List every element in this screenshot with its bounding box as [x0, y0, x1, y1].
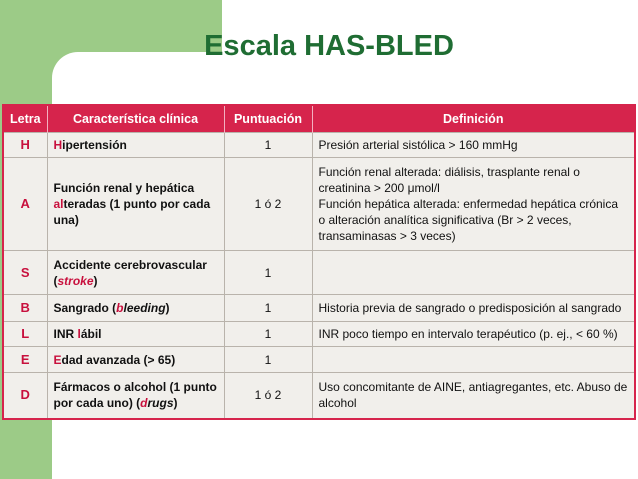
- row-definition: Presión arterial sistólica > 160 mmHg: [312, 133, 635, 158]
- row-letter: B: [3, 295, 47, 322]
- row-definition: Historia previa de sangrado o predisposición al sangrado: [312, 295, 635, 322]
- row-characteristic: Sangrado (bleeding): [47, 295, 224, 322]
- row-points: 1: [224, 133, 312, 158]
- row-characteristic: Fármacos o alcohol (1 punto por cada uno) (drugs): [47, 373, 224, 419]
- row-letter: E: [3, 347, 47, 373]
- table-row: [3, 347, 635, 373]
- row-characteristic: INR lábil: [47, 322, 224, 347]
- header-definicion: Definición: [312, 105, 635, 133]
- header-puntuacion: Puntuación: [224, 105, 312, 133]
- row-definition: INR poco tiempo en intervalo terapéutico (p. ej., < 60 %): [312, 322, 635, 347]
- row-definition: [312, 251, 635, 295]
- row-letter: A: [3, 158, 47, 251]
- row-characteristic: Función renal y hepática alteradas (1 punto por cada una): [47, 158, 224, 251]
- table-header-row: [3, 105, 635, 133]
- row-points: 1 ó 2: [224, 158, 312, 251]
- table-row: [3, 322, 635, 347]
- table-row: [3, 373, 635, 419]
- row-points: 1: [224, 251, 312, 295]
- row-letter: L: [3, 322, 47, 347]
- table-row: [3, 158, 635, 251]
- table-row: [3, 133, 635, 158]
- row-definition: Uso concomitante de AINE, antiagregantes, etc. Abuso de alcohol: [312, 373, 635, 419]
- row-points: 1: [224, 347, 312, 373]
- row-letter: H: [3, 133, 47, 158]
- row-points: 1: [224, 322, 312, 347]
- row-points: 1: [224, 295, 312, 322]
- header-letra: Letra: [3, 105, 47, 133]
- table-row: [3, 295, 635, 322]
- has-bled-table: [2, 104, 636, 420]
- row-definition: Función renal alterada: diálisis, trasplante renal o creatinina > 200 μmol/l Función hepática alterada: enfermedad hepática crónica o alteración analítica significativa (Br > 2 veces, transaminasas > 3 veces): [312, 158, 635, 251]
- slide-title: Escala HAS-BLED: [204, 30, 454, 62]
- row-characteristic: Accidente cerebrovascular (stroke): [47, 251, 224, 295]
- row-letter: S: [3, 251, 47, 295]
- row-points: 1 ó 2: [224, 373, 312, 419]
- row-letter: D: [3, 373, 47, 419]
- header-caracteristica: Característica clínica: [47, 105, 224, 133]
- row-characteristic: Hipertensión: [47, 133, 224, 158]
- row-definition: [312, 347, 635, 373]
- table-row: [3, 251, 635, 295]
- row-characteristic: Edad avanzada (> 65): [47, 347, 224, 373]
